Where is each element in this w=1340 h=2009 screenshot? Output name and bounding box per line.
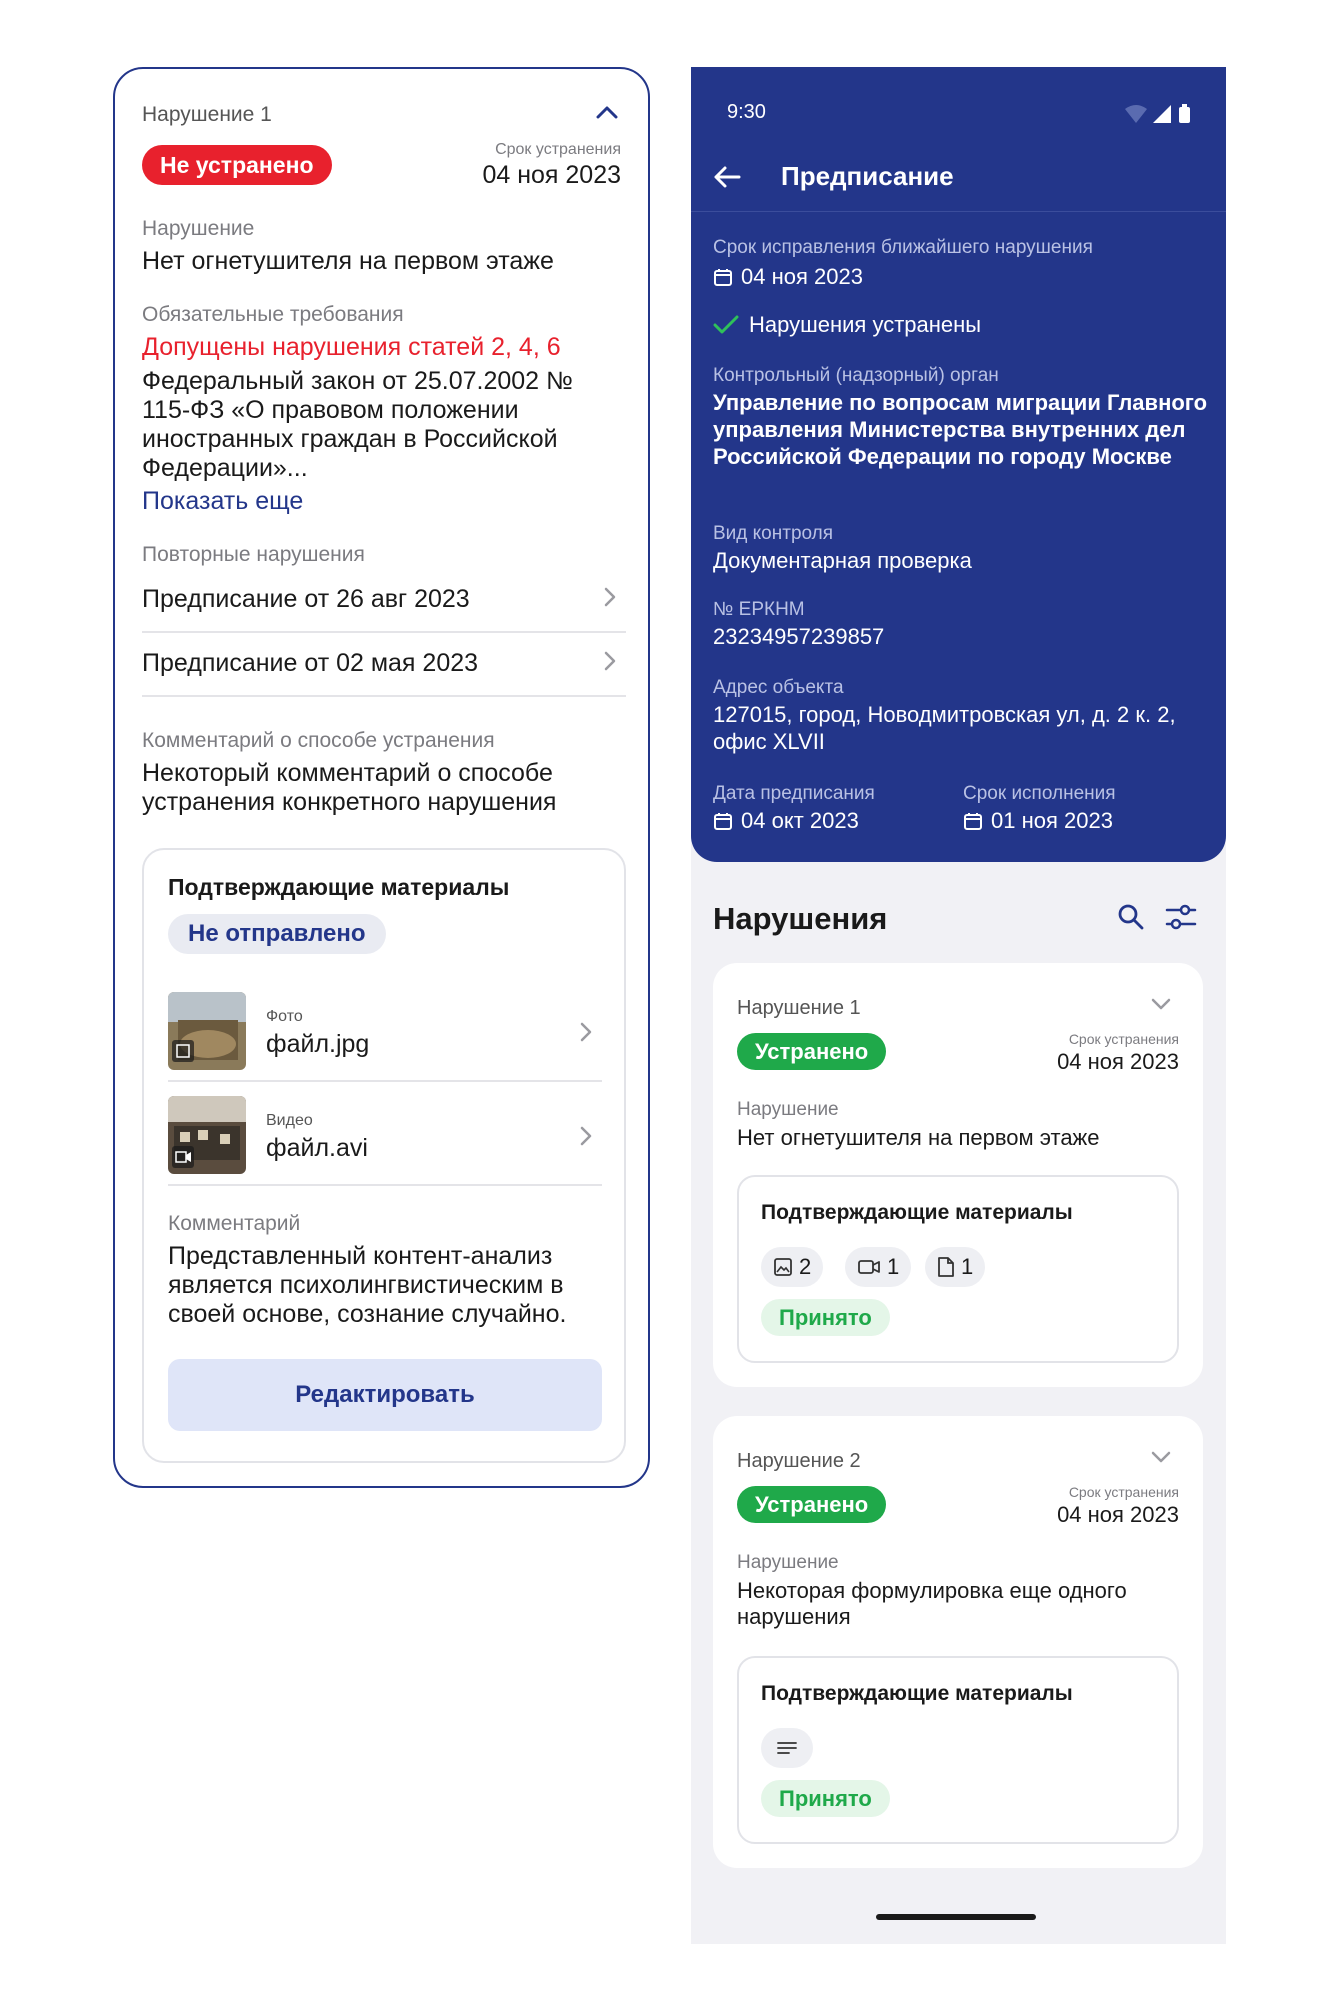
requirements-label: Обязательные требования (142, 303, 404, 326)
violation-text: Нет огнетушителя на первом этаже (737, 1125, 1100, 1150)
video-thumbnail (168, 1096, 246, 1174)
violation-title: Нарушение 1 (737, 997, 861, 1019)
photo-thumbnail (168, 992, 246, 1070)
chevron-right-icon (580, 1022, 592, 1047)
image-icon (773, 1257, 793, 1277)
requirements-alert: Допущены нарушения статей 2, 4, 6 (142, 333, 561, 361)
document-icon (937, 1256, 955, 1278)
calendar-icon (713, 267, 733, 287)
chevron-right-icon (604, 651, 616, 676)
violation-text: Некоторая формулировка еще одного нарушения (737, 1578, 1127, 1629)
file-type: Фото (266, 1008, 303, 1025)
chevron-down-icon[interactable] (1151, 997, 1171, 1015)
deadline-label: Срок устранения (495, 141, 621, 158)
search-icon[interactable] (1117, 903, 1145, 936)
violation-title: Нарушение 2 (737, 1450, 861, 1472)
edit-button[interactable]: Редактировать (168, 1359, 602, 1431)
deadline-label: Срок устранения (1068, 1031, 1179, 1047)
calendar-icon (713, 811, 733, 831)
materials-card (737, 1656, 1179, 1844)
status-icons (1123, 103, 1193, 130)
violation-card[interactable] (713, 963, 1203, 1387)
doc-count-chip (925, 1247, 985, 1287)
address-label: Адрес объекта (713, 677, 844, 698)
materials-status-badge: Принято (761, 1780, 890, 1817)
chevron-right-icon (604, 587, 616, 612)
photo-count: 2 (799, 1254, 812, 1279)
exec-deadline-value: 01 ноя 2023 (991, 808, 1113, 833)
violation-label: Нарушение (737, 1099, 839, 1120)
materials-card (737, 1175, 1179, 1363)
deadline-value: 04 ноя 2023 (1057, 1502, 1179, 1527)
filter-icon[interactable] (1165, 903, 1197, 936)
address-value: 127015, город, Новодмитровская ул, д. 2 к. 2, офис XLVII (713, 702, 1176, 754)
materials-status-badge: Не отправлено (168, 914, 386, 954)
requirements-text: Федеральный закон от 25.07.2002 № 115-ФЗ «О правовом положении иностранных граждан в Российской Федерации»... (142, 367, 573, 482)
status-time: 9:30 (727, 101, 766, 123)
repeat-item-text: Предписание от 02 мая 2023 (142, 649, 479, 677)
authority-value: Управление по вопросам миграции Главного управления Министерства внутренних дел Российской Федерации по городу Москве (713, 390, 1208, 469)
back-arrow-icon[interactable] (713, 165, 741, 194)
violation-text: Нет огнетушителя на первом этаже (142, 247, 554, 275)
repeat-label: Повторные нарушения (142, 543, 365, 566)
violation-label: Нарушение (142, 217, 255, 240)
resolved-text: Нарушения устранены (749, 312, 982, 337)
order-date-label: Дата предписания (713, 783, 875, 804)
nearest-deadline-label: Срок исправления ближайшего нарушения (713, 237, 1093, 258)
materials-title: Подтверждающие материалы (761, 1682, 1073, 1705)
materials-title: Подтверждающие материалы (168, 874, 510, 900)
deadline-label: Срок устранения (1068, 1484, 1179, 1500)
page-title: Предписание (781, 161, 954, 191)
video-count-chip (845, 1247, 911, 1287)
phone-screen (691, 67, 1226, 1944)
materials-card (142, 848, 626, 1463)
erknm-value: 23234957239857 (713, 624, 885, 649)
chevron-down-icon[interactable] (1151, 1450, 1171, 1468)
status-badge: Не устранено (142, 145, 332, 185)
file-name: файл.jpg (266, 1030, 370, 1058)
status-badge: Устранено (737, 1486, 886, 1523)
violation-label: Нарушение (737, 1552, 839, 1573)
order-header (691, 67, 1226, 862)
photo-count-chip (761, 1247, 823, 1287)
status-badge: Устранено (737, 1033, 886, 1070)
collapse-icon[interactable] (596, 105, 618, 124)
video-count: 1 (887, 1254, 900, 1279)
deadline-value: 04 ноя 2023 (482, 161, 621, 189)
comment-label: Комментарий (168, 1212, 301, 1235)
materials-title: Подтверждающие материалы (761, 1201, 1073, 1224)
checkmark-icon (713, 314, 739, 336)
comment-method-label: Комментарий о способе устранения (142, 729, 495, 752)
text-lines-icon (776, 1740, 798, 1756)
text-chip (761, 1728, 813, 1768)
authority-label: Контрольный (надзорный) орган (713, 365, 999, 386)
comment-method-text: Некоторый комментарий о способе устранения конкретного нарушения (142, 759, 557, 816)
comment-text: Представленный контент-анализ является психолингвистическим в своей основе, сознание случайно. (168, 1242, 567, 1328)
calendar-icon (963, 811, 983, 831)
video-icon (857, 1258, 881, 1276)
repeat-item-text: Предписание от 26 авг 2023 (142, 585, 470, 613)
file-name: файл.avi (266, 1134, 368, 1162)
show-more-link[interactable]: Показать еще (142, 487, 304, 515)
doc-count: 1 (961, 1254, 974, 1279)
chevron-right-icon (580, 1126, 592, 1151)
file-row-video[interactable] (168, 1082, 602, 1186)
nearest-deadline-value: 04 ноя 2023 (741, 264, 863, 289)
exec-deadline-label: Срок исполнения (963, 783, 1116, 804)
home-indicator (876, 1914, 1036, 1920)
violation-card[interactable] (713, 1416, 1203, 1868)
file-row-photo[interactable] (168, 978, 602, 1082)
control-type-value: Документарная проверка (713, 548, 972, 573)
erknm-label: № ЕРКНМ (713, 599, 805, 620)
materials-status-badge: Принято (761, 1299, 890, 1336)
order-date-value: 04 окт 2023 (741, 808, 859, 833)
violations-header: Нарушения (713, 901, 888, 936)
file-type: Видео (266, 1112, 313, 1129)
repeat-item[interactable] (142, 633, 626, 697)
repeat-item[interactable] (142, 569, 626, 633)
deadline-value: 04 ноя 2023 (1057, 1049, 1179, 1074)
violation-card-expanded (113, 67, 650, 1488)
violation-title: Нарушение 1 (142, 103, 272, 126)
control-type-label: Вид контроля (713, 523, 834, 544)
